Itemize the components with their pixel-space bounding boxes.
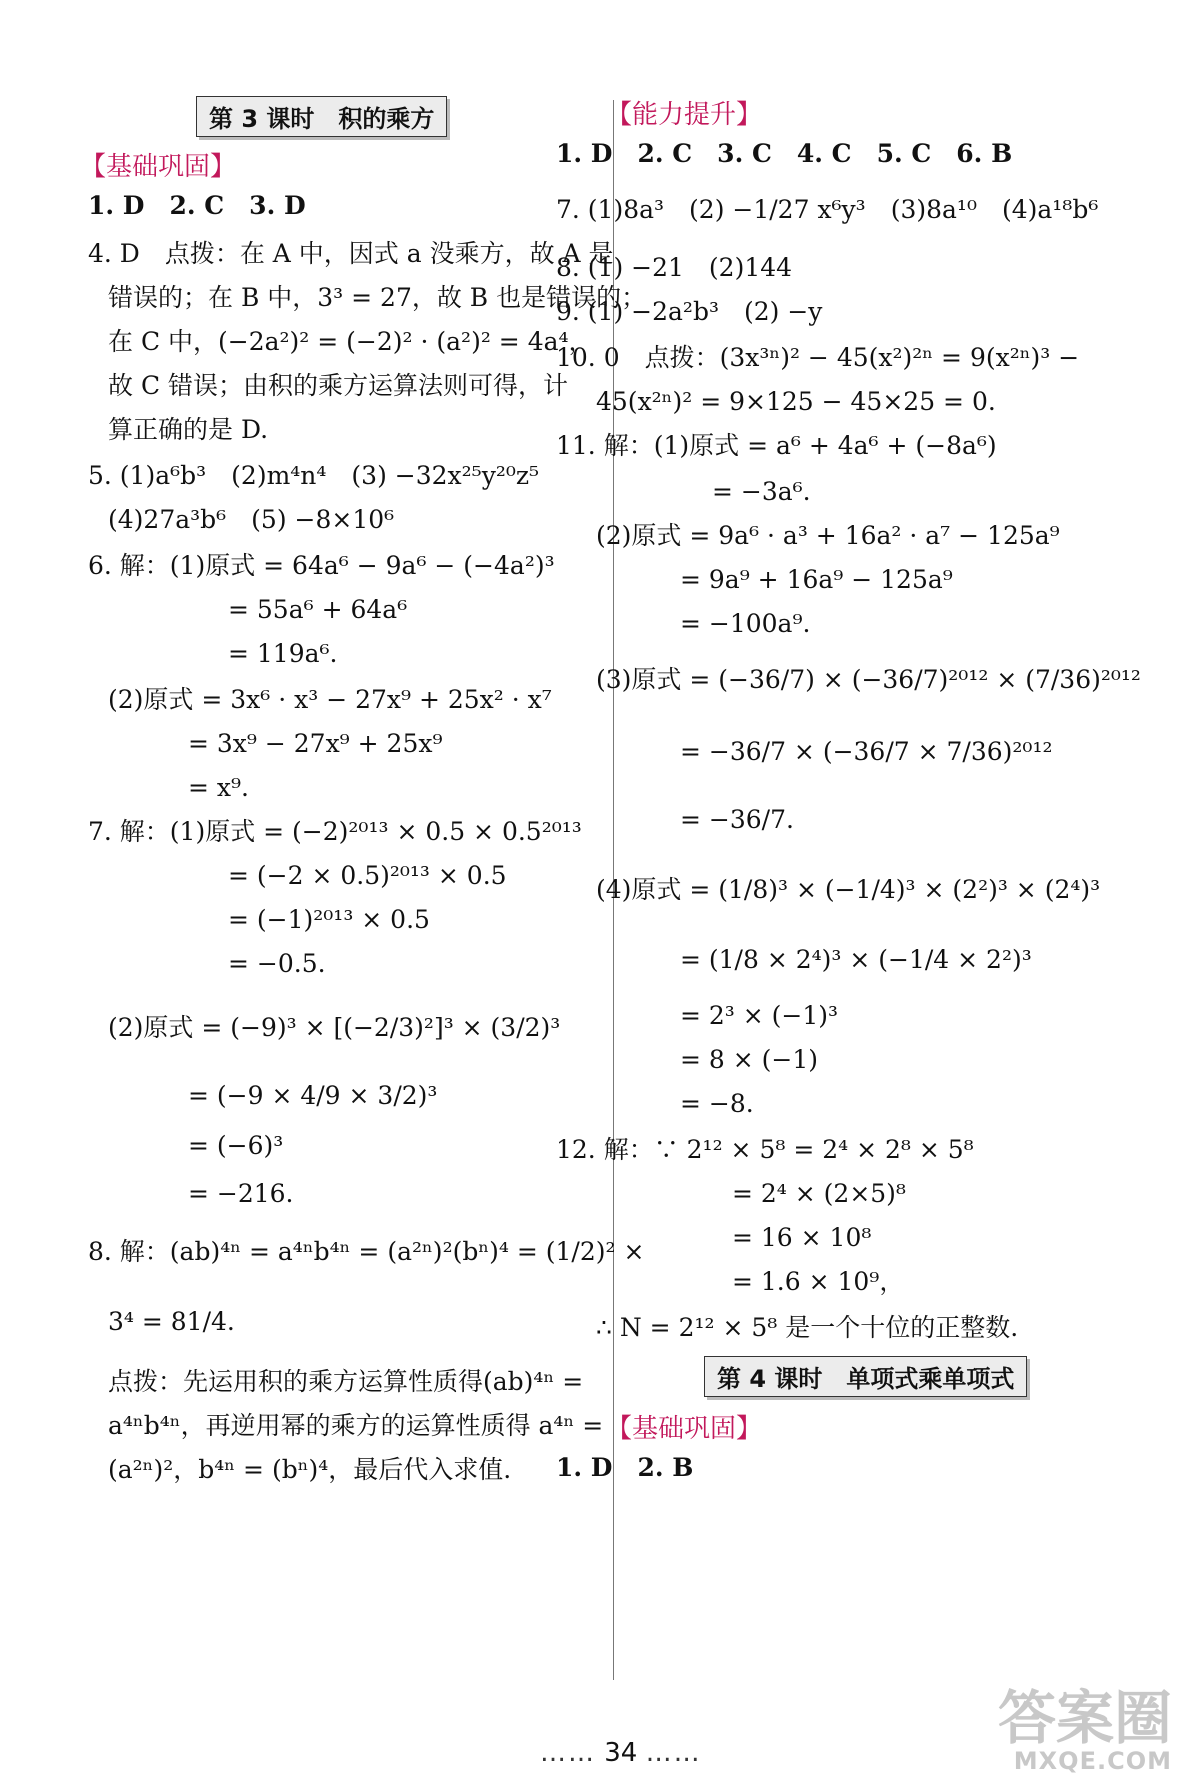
answer-line: a⁴ⁿb⁴ⁿ，再逆用幂的乘方的运算性质得 a⁴ⁿ =	[108, 1411, 604, 1440]
answer-line: 故 C 错误；由积的乘方运算法则可得，计	[108, 371, 569, 400]
answer-line: 6. 解：(1)原式 = 64a⁶ − 9a⁶ − (−4a²)³	[88, 551, 555, 580]
page-number-footer	[540, 1738, 702, 1768]
answer-line: 1. D 2. C 3. C 4. C 5. C 6. B	[556, 139, 1013, 168]
answer-line: = (−1)²⁰¹³ × 0.5	[228, 905, 430, 934]
answer-line: (2)原式 = (−9)³ × [(−2/3)²]³ × (3/2)³	[108, 1013, 561, 1042]
answer-line: 5. (1)a⁶b³ (2)m⁴n⁴ (3) −32x²⁵y²⁰z⁵	[88, 461, 540, 490]
answer-line: = 119a⁶.	[228, 639, 338, 668]
answer-line: (2)原式 = 3x⁶ · x³ − 27x⁹ + 25x² · x⁷	[108, 685, 552, 714]
answer-line: = −0.5.	[228, 949, 326, 978]
answer-line: 11. 解：(1)原式 = a⁶ + 4a⁶ + (−8a⁶)	[556, 431, 997, 460]
answer-line: = −3a⁶.	[712, 477, 811, 506]
answer-line: (2)原式 = 9a⁶ · a³ + 16a² · a⁷ − 125a⁹	[596, 521, 1060, 550]
answer-line: 4. D 点拨：在 A 中，因式 a 没乘方，故 A 是	[88, 239, 614, 268]
answer-line: 8. (1) −21 (2)144	[556, 253, 793, 282]
answer-line: 7. (1)8a³ (2) −1/27 x⁶y³ (3)8a¹⁰ (4)a¹⁸b⁶	[556, 195, 1099, 224]
tag-ability-improvement: 【能力提升】	[606, 100, 763, 130]
answer-line: = 8 × (−1)	[680, 1045, 819, 1074]
answer-line: 错误的；在 B 中，3³ = 27，故 B 也是错误的；	[108, 283, 647, 312]
answer-line: ∴ N = 2¹² × 5⁸ 是一个十位的正整数.	[596, 1313, 1019, 1342]
answer-line: 点拨：先运用积的乘方运算性质得(ab)⁴ⁿ =	[108, 1367, 584, 1396]
section-title-lesson-3: 第 3 课时 积的乘方	[196, 96, 447, 137]
answer-line: = 55a⁶ + 64a⁶	[228, 595, 408, 624]
answer-line: = 3x⁹ − 27x⁹ + 25x⁹	[188, 729, 443, 758]
answer-line: (4)27a³b⁶ (5) −8×10⁶	[108, 505, 395, 534]
watermark-text: 答案圈	[997, 1684, 1172, 1752]
answer-line: = 2³ × (−1)³	[680, 1001, 839, 1030]
answer-line: 45(x²ⁿ)² = 9×125 − 45×25 = 0.	[596, 387, 996, 416]
answer-line: = −36/7 × (−36/7 × 7/36)²⁰¹²	[680, 737, 1053, 766]
answer-line: = 2⁴ × (2×5)⁸	[732, 1179, 906, 1208]
answer-line: (a²ⁿ)²，b⁴ⁿ = (bⁿ)⁴，最后代入求值.	[108, 1455, 512, 1484]
footer-dots-left: ……	[540, 1738, 596, 1768]
section-title-lesson-4: 第 4 课时 单项式乘单项式	[704, 1356, 1027, 1397]
answer-line: 10. 0 点拨：(3x³ⁿ)² − 45(x²)²ⁿ = 9(x²ⁿ)³ −	[556, 343, 1080, 372]
answer-line: (4)原式 = (1/8)³ × (−1/4)³ × (2²)³ × (2⁴)³	[596, 875, 1101, 904]
tag-basic-consolidation: 【基础巩固】	[80, 152, 237, 182]
answer-line: = x⁹.	[188, 773, 249, 802]
answer-line: = 9a⁹ + 16a⁹ − 125a⁹	[680, 565, 953, 594]
answer-line: 12. 解：∵ 2¹² × 5⁸ = 2⁴ × 2⁸ × 5⁸	[556, 1135, 974, 1164]
answer-line: 9. (1) −2a²b³ (2) −y	[556, 297, 823, 326]
answer-line: 1. D 2. C 3. D	[88, 191, 306, 220]
answer-line: 8. 解：(ab)⁴ⁿ = a⁴ⁿb⁴ⁿ = (a²ⁿ)²(bⁿ)⁴ = (1/2)² ×	[88, 1237, 645, 1266]
tag-basic-consolidation-2: 【基础巩固】	[606, 1414, 763, 1444]
answer-line: = (−2 × 0.5)²⁰¹³ × 0.5	[228, 861, 507, 890]
answer-line: 1. D 2. B	[556, 1453, 694, 1482]
page-number: 34	[604, 1738, 638, 1768]
answer-line: 7. 解：(1)原式 = (−2)²⁰¹³ × 0.5 × 0.5²⁰¹³	[88, 817, 582, 846]
answer-line: = (−6)³	[188, 1131, 284, 1160]
answer-line: = (1/8 × 2⁴)³ × (−1/4 × 2²)³	[680, 945, 1032, 974]
answer-line: 算正确的是 D.	[108, 415, 269, 444]
answer-line: = −8.	[680, 1089, 754, 1118]
answer-line: 在 C 中，(−2a²)² = (−2)² · (a²)² = 4a⁴，	[108, 327, 594, 356]
answer-line: = −100a⁹.	[680, 609, 811, 638]
answer-line: = (−9 × 4/9 × 3/2)³	[188, 1081, 438, 1110]
answer-line: 3⁴ = 81/4.	[108, 1307, 235, 1336]
answer-line: = −36/7.	[680, 805, 794, 834]
footer-dots-right: ……	[645, 1738, 702, 1768]
watermark-logo	[997, 1684, 1172, 1775]
answer-line: (3)原式 = (−36/7) × (−36/7)²⁰¹² × (7/36)²⁰¹²	[596, 665, 1141, 694]
answer-line: = −216.	[188, 1179, 294, 1208]
watermark-url: MXQE.COM	[1013, 1747, 1172, 1775]
answer-line: = 1.6 × 10⁹，	[732, 1267, 905, 1296]
answer-line: = 16 × 10⁸	[732, 1223, 872, 1252]
